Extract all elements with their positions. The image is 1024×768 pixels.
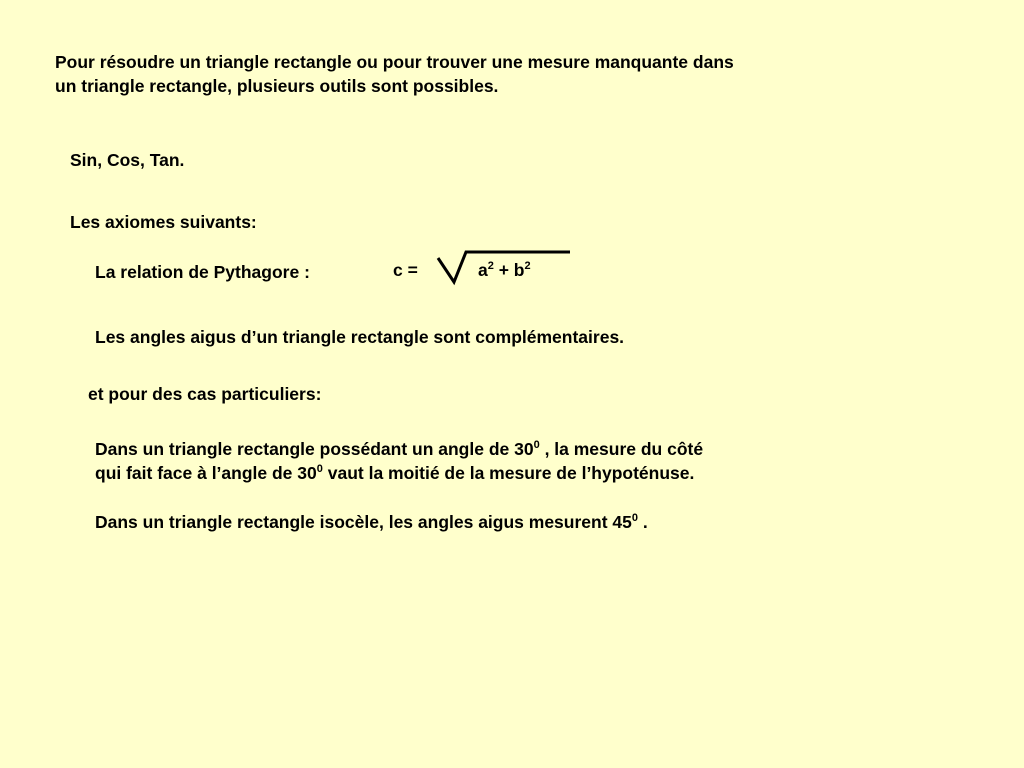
special-cases-heading: et pour des cas particuliers: <box>88 384 322 404</box>
complementary-angles: Les angles aigus d’un triangle rectangle sont complémentaires. <box>95 327 625 347</box>
thirty-degree-line-1 <box>95 437 703 461</box>
thirty-line2-text: qui fait face à l’angle de 30 <box>95 463 317 483</box>
intro-line-2: un triangle rectangle, plusieurs outils sont possibles. <box>55 76 499 96</box>
degree-mark: 0 <box>533 439 540 451</box>
formula-radicand <box>478 258 531 282</box>
axioms-heading: Les axiomes suivants: <box>70 212 257 232</box>
isosceles-rule <box>95 510 648 534</box>
formula-plus-b: + b <box>493 260 525 280</box>
thirty-line1-tail: , la mesure du côté <box>539 439 704 459</box>
isosceles-tail: . <box>638 512 648 532</box>
exponent-b: 2 <box>524 260 531 272</box>
thirty-line2-tail: vaut la moitié de la mesure de l’hypoténuse. <box>322 463 695 483</box>
degree-mark: 0 <box>316 463 323 475</box>
thirty-line1-text: Dans un triangle rectangle possédant un angle de 30 <box>95 439 534 459</box>
thirty-degree-line-2 <box>95 461 703 485</box>
trig-functions: Sin, Cos, Tan. <box>70 150 185 170</box>
formula-c-equals: c = <box>393 260 418 280</box>
intro-paragraph <box>55 50 734 98</box>
pythagoras-label: La relation de Pythagore : <box>95 262 310 282</box>
thirty-degree-rule <box>95 437 703 485</box>
exponent-a: 2 <box>487 260 494 272</box>
formula-a: a <box>478 260 488 280</box>
intro-line-1: Pour résoudre un triangle rectangle ou pour trouver une mesure manquante dans <box>55 52 734 72</box>
degree-mark: 0 <box>631 512 638 524</box>
isosceles-text: Dans un triangle rectangle isocèle, les angles aigus mesurent 45 <box>95 512 632 532</box>
